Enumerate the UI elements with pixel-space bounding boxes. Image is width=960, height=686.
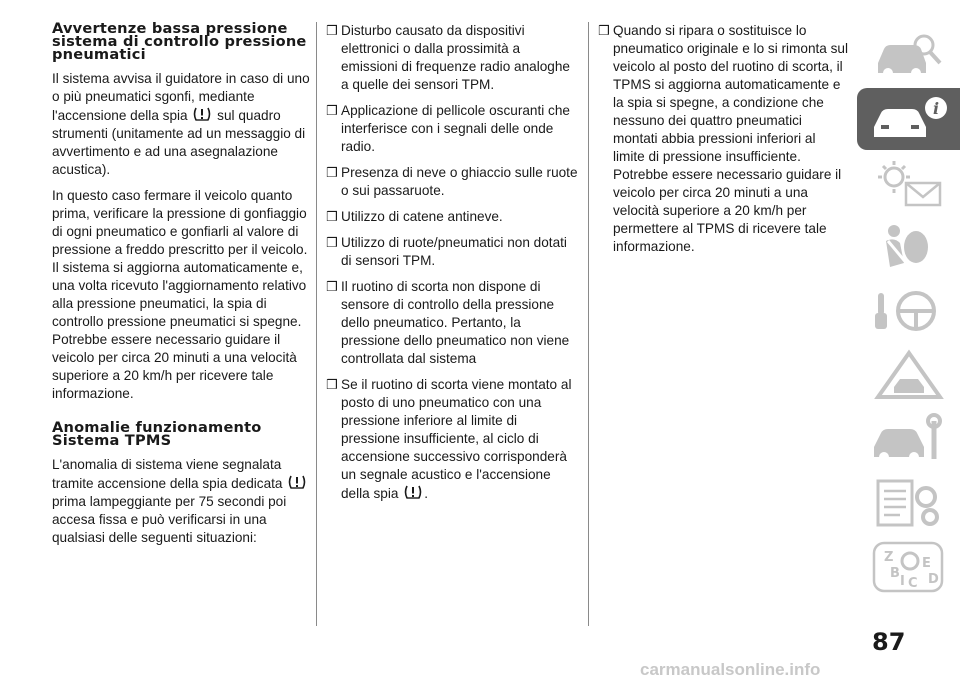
- list-item: [326, 234, 578, 270]
- emergency-triangle-icon: [864, 347, 954, 403]
- airbag-seatbelt-icon: [864, 219, 954, 275]
- paragraph-text: L'anomalia di sistema viene segnalata tramite accensione della spia dedicata: [52, 457, 283, 491]
- list-item-text: Applicazione di pellicole oscuranti che interferisce con i segnali delle onde radio.: [341, 103, 570, 154]
- heading-tpms-malfunction: Anomalie funzionamento Sistema TPMS: [52, 419, 262, 449]
- checkbox-bullet-icon: ❒: [326, 103, 338, 118]
- paragraph-text: sul quadro strumenti (unitamente ad un messaggio di avvertimento e ad una asegnalazione acustica).: [52, 108, 306, 177]
- tab-technical-data[interactable]: [857, 472, 960, 534]
- car-info-icon: [864, 91, 954, 147]
- list-item-text: Utilizzo di catene antineve.: [341, 209, 503, 224]
- checkbox-bullet-icon: ❒: [326, 23, 338, 38]
- checkbox-bullet-icon: ❒: [326, 235, 338, 250]
- checkbox-bullet-icon: ❒: [326, 209, 338, 224]
- document-gear-icon: [864, 475, 954, 531]
- tab-starting-driving[interactable]: [857, 280, 960, 342]
- paragraph-malfunction-intro: [52, 456, 310, 547]
- tab-getting-to-know-car[interactable]: [857, 24, 960, 86]
- svg-text:Z: Z: [883, 550, 893, 565]
- tab-car-info[interactable]: [857, 88, 960, 150]
- column-divider: [316, 22, 317, 626]
- svg-text:I: I: [899, 574, 905, 589]
- right-column: [598, 22, 848, 264]
- tab-maintenance[interactable]: [857, 408, 960, 470]
- checkbox-bullet-icon: ❒: [326, 377, 338, 392]
- checkbox-bullet-icon: ❒: [326, 279, 338, 294]
- list-item-text: Presenza di neve o ghiaccio sulle ruote o sui passaruote.: [341, 165, 578, 198]
- alphabet-index-icon: [864, 539, 954, 595]
- svg-text:E: E: [921, 556, 931, 571]
- paragraph-text: Il sistema avvisa il guidatore in caso di uno o più pneumatici sgonfi, mediante l'accensione della spia: [52, 71, 310, 123]
- column-divider: [588, 22, 589, 626]
- paragraph-stop-vehicle: In questo caso fermare il veicolo quanto prima, verificare la pressione di gonfiaggio di ogni pneumatico e gonfiarli al valore di pressione a freddo prescritto per il veicolo. Il sistema si aggiorna automaticamente e, una volta ricevuto l'aggiornamento relativo alla pressione pneumatici, la spia di controllo pressione pneumatici si spegne. Potrebbe essere necessario guidare il veicolo per circa 20 minuti a una velocità superiore a 20 km/h per ricevere tale informazione.: [52, 188, 308, 401]
- tire-pressure-warning-icon: [404, 484, 422, 500]
- tab-index[interactable]: [857, 536, 960, 598]
- left-column: [52, 22, 310, 555]
- list-item-text: .: [424, 486, 428, 501]
- svg-text:D: D: [927, 572, 939, 587]
- list-item-text: Quando si ripara o sostituisce lo pneumatico originale e lo si rimonta sul veicolo al posto del ruotino di scorta, il TPMS si aggiorna automaticamente e la spia si spegne, a condizione che nessuno dei quattro pneumatici montati abbia pressioni inferiori al limite di pressione insufficiente. Potrebbe essere necessario guidare il veicolo per circa 20 minuti a una velocità superiore a 20 km/h per permettere al TPMS di ricevere tale informazione.: [613, 23, 848, 254]
- checkbox-bullet-icon: ❒: [598, 23, 610, 38]
- svg-text:i: i: [932, 99, 939, 118]
- list-item: [598, 22, 848, 256]
- tab-emergency[interactable]: [857, 344, 960, 406]
- list-item: [326, 102, 578, 156]
- steering-wheel-key-icon: [864, 283, 954, 339]
- paragraph-text: prima lampeggiante per 75 secondi poi accesa fissa e può verificarsi in una qualsiasi delle seguenti situazioni:: [52, 494, 287, 545]
- tire-pressure-warning-icon: [288, 474, 306, 490]
- tab-warning-lights[interactable]: [857, 152, 960, 214]
- tab-safety[interactable]: [857, 216, 960, 278]
- warning-light-message-icon: [864, 155, 954, 211]
- page-number: 87: [872, 628, 906, 656]
- car-search-icon: [864, 27, 954, 83]
- repair-list: [598, 22, 848, 256]
- list-item-text: Disturbo causato da dispositivi elettronici o dalla prossimità a emissioni di frequenze radio analoghe a quelle dei sensori TPM.: [341, 23, 570, 92]
- paragraph-warning-intro: [52, 70, 310, 179]
- heading-low-pressure-warnings: Avvertenze bassa pressione sistema di controllo pressione pneumatici: [52, 20, 307, 63]
- checkbox-bullet-icon: ❒: [326, 165, 338, 180]
- list-item: [326, 22, 578, 94]
- svg-text:B: B: [889, 566, 900, 581]
- middle-column: [326, 22, 578, 511]
- list-item: [326, 278, 578, 368]
- list-item: [326, 164, 578, 200]
- list-item-text: Se il ruotino di scorta viene montato al posto di uno pneumatico con una pressione inferiore al limite di pressione insufficiente, al ciclo di accensione successivo corrisponderà un segnale acustico e l'accensione della spia: [341, 377, 572, 501]
- list-item-text: Utilizzo di ruote/pneumatici non dotati di sensori TPM.: [341, 235, 567, 268]
- footer-watermark: carmanualsonline.info: [640, 660, 821, 679]
- chapter-sidebar: [857, 24, 960, 600]
- list-item: [326, 208, 578, 226]
- tire-pressure-warning-icon: [193, 106, 211, 122]
- car-wrench-icon: [864, 411, 954, 467]
- situations-list: [326, 22, 578, 503]
- list-item: [326, 376, 578, 503]
- list-item-text: Il ruotino di scorta non dispone di sensore di controllo della pressione dello pneumatico. Pertanto, la pressione dello pneumatico non viene controllata dal sistema: [341, 279, 570, 366]
- svg-text:C: C: [907, 576, 918, 591]
